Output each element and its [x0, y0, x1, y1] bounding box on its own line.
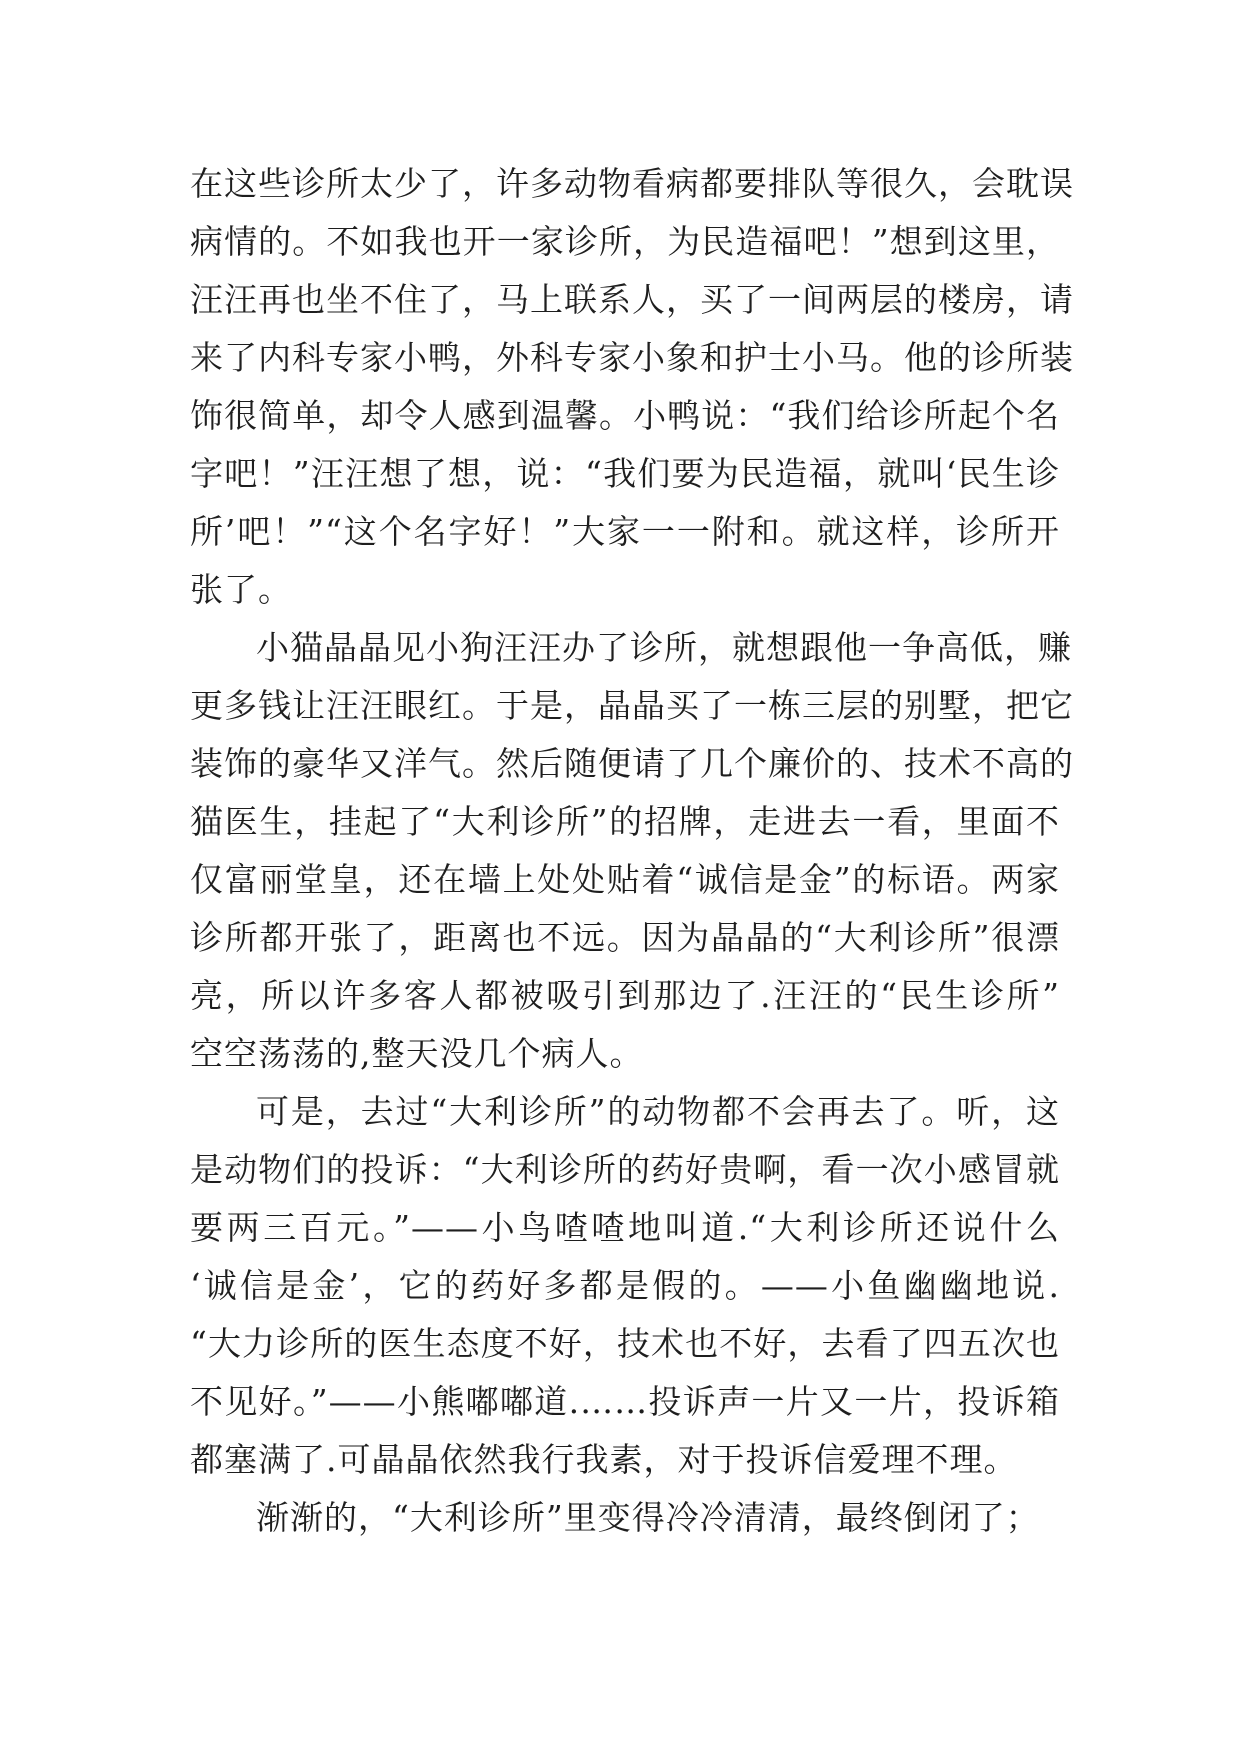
text-line: 渐渐的，“大利诊所”里变得冷冷清清，最终倒闭了； — [256, 1498, 1040, 1537]
story-text — [190, 155, 1074, 1547]
text-line: 汪汪再也坐不住了，马上联系人，买了一间两层的楼房，请 — [190, 280, 1074, 319]
text-line: 可是，去过“大利诊所”的动物都不会再去了。听，这 — [256, 1092, 1060, 1131]
text-line: 亮，所以许多客人都被吸引到那边了.汪汪的“民生诊所” — [190, 976, 1060, 1015]
text-line: 猫医生，挂起了“大利诊所”的招牌，走进去一看，里面不 — [190, 802, 1060, 841]
text-line: 所’吧！”“这个名字好！”大家一一附和。就这样，诊所开 — [190, 512, 1060, 551]
text-line: 来了内科专家小鸭，外科专家小象和护士小马。他的诊所装 — [190, 338, 1074, 377]
text-line: 更多钱让汪汪眼红。于是，晶晶买了一栋三层的别墅，把它 — [190, 686, 1074, 725]
paragraph-1 — [190, 155, 1074, 619]
paragraph-4 — [190, 1489, 1060, 1547]
text-line: 是动物们的投诉：“大利诊所的药好贵啊，看一次小感冒就 — [190, 1150, 1060, 1189]
text-line: “大力诊所的医生态度不好，技术也不好，去看了四五次也 — [190, 1324, 1060, 1363]
paragraph-2 — [190, 619, 1074, 1083]
text-line: 装饰的豪华又洋气。然后随便请了几个廉价的、技术不高的 — [190, 744, 1074, 783]
text-line: 张了。 — [190, 570, 292, 609]
text-line: 小猫晶晶见小狗汪汪办了诊所，就想跟他一争高低，赚 — [256, 628, 1072, 667]
text-line: 都塞满了.可晶晶依然我行我素，对于投诉信爱理不理。 — [190, 1440, 1018, 1479]
text-line: 仅富丽堂皇，还在墙上处处贴着“诚信是金”的标语。两家 — [190, 860, 1060, 899]
text-line: 饰很简单，却令人感到温馨。小鸭说：“我们给诊所起个名 — [190, 396, 1060, 435]
text-line: 空空荡荡的,整天没几个病人。 — [190, 1034, 644, 1073]
text-line: 要两三百元。”——小鸟喳喳地叫道.“大利诊所还说什么 — [190, 1208, 1060, 1247]
text-line: 诊所都开张了，距离也不远。因为晶晶的“大利诊所”很漂 — [190, 918, 1060, 957]
text-line: 字吧！”汪汪想了想，说：“我们要为民造福，就叫‘民生诊 — [190, 454, 1060, 493]
text-line: 在这些诊所太少了，许多动物看病都要排队等很久，会耽误 — [190, 164, 1074, 203]
paragraph-3 — [190, 1083, 1060, 1489]
text-line: 病情的。不如我也开一家诊所，为民造福吧！”想到这里， — [190, 222, 1060, 261]
text-line: 不见好。”——小熊嘟嘟道.……投诉声一片又一片，投诉箱 — [190, 1382, 1060, 1421]
text-line: ‘诚信是金’，它的药好多都是假的。——小鱼幽幽地说. — [190, 1266, 1060, 1305]
